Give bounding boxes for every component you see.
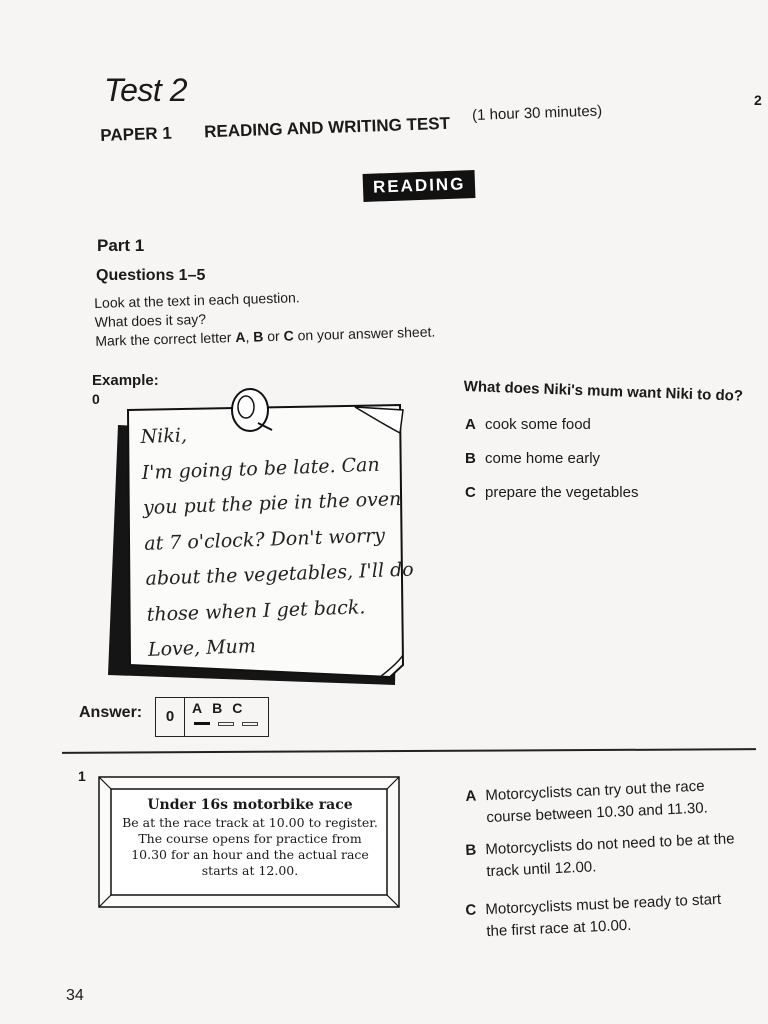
note-line: about the vegetables, I'll do [145, 558, 414, 590]
paper-title: READING AND WRITING TEST [203, 113, 451, 142]
paper-heading [100, 102, 700, 146]
questions-range: Questions 1–5 [96, 267, 206, 284]
option-letter: B [465, 450, 476, 467]
sign-line: 10.30 for an hour and the actual race [131, 847, 369, 862]
sign-title: Under 16s motorbike race [147, 797, 353, 813]
option-text: Motorcyclists can try out the race course between 10.30 and 11.30. [485, 777, 709, 827]
example-number: 0 [92, 391, 100, 407]
example-option-c [465, 484, 638, 501]
example-question: What does Niki's mum want Niki to do? [463, 378, 744, 405]
letter-a: A [235, 328, 246, 346]
option-letter: C [465, 484, 476, 501]
option-text: Motorcyclists do not need to be at the track until 12.00. [485, 830, 735, 881]
note-text [140, 411, 419, 669]
example-option-b [465, 450, 600, 467]
answer-number: 0 [156, 698, 185, 736]
answer-mark-a [194, 722, 210, 725]
option-letter: C [465, 901, 477, 919]
paper-label: PAPER 1 [100, 123, 173, 145]
q1-option-a [465, 774, 747, 830]
letter-c: C [283, 327, 294, 344]
letter-b: B [252, 328, 264, 345]
comma: , [245, 328, 254, 345]
q1-option-b [465, 828, 747, 884]
sign-line: starts at 12.00. [201, 863, 299, 878]
option-text: prepare the vegetables [485, 484, 639, 501]
instruction-line: Look at the text in each question. [94, 289, 300, 311]
sign-line: Be at the race track at 10.00 to register. [122, 815, 378, 830]
instructions [94, 285, 436, 351]
option-letter: A [465, 787, 477, 805]
instruction-text: Mark the correct letter [95, 329, 236, 349]
or-text: or [263, 327, 284, 345]
question-number: 1 [78, 768, 86, 784]
note-line: I'm going to be late. Can [141, 453, 381, 484]
option-text: cook some food [485, 416, 591, 433]
page-number: 34 [66, 987, 84, 1004]
note-line: those when I get back. [146, 595, 366, 626]
note-line: you put the pie in the oven [142, 487, 402, 519]
answer-label: Answer: [79, 704, 143, 721]
example-label: Example: [92, 372, 159, 389]
test-title: Test 2 [104, 72, 187, 108]
divider [62, 748, 756, 753]
sign-text [118, 796, 382, 879]
answer-mark-b [218, 722, 234, 726]
answer-box [155, 697, 269, 737]
sign-line: The course opens for practice from [138, 831, 362, 846]
note-line: Love, Mum [147, 635, 257, 661]
instruction-line: What does it say? [94, 310, 207, 330]
option-text: come home early [485, 450, 601, 467]
note-line: Niki, [140, 424, 188, 448]
note-line: at 7 o'clock? Don't worry [143, 524, 386, 555]
option-letter: B [465, 841, 477, 859]
answer-mark-c [242, 722, 258, 726]
paper-duration: (1 hour 30 minutes) [471, 102, 603, 125]
instruction-tail: on your answer sheet. [293, 323, 436, 344]
answer-letters: ABC [192, 700, 253, 716]
corner-number: 2 [754, 92, 762, 108]
example-option-a [465, 416, 591, 433]
option-letter: A [465, 416, 476, 433]
part-title: Part 1 [97, 236, 145, 255]
section-badge: READING [363, 170, 476, 202]
q1-option-c [465, 888, 747, 944]
option-text: Motorcyclists must be ready to start the first race at 10.00. [485, 890, 722, 941]
